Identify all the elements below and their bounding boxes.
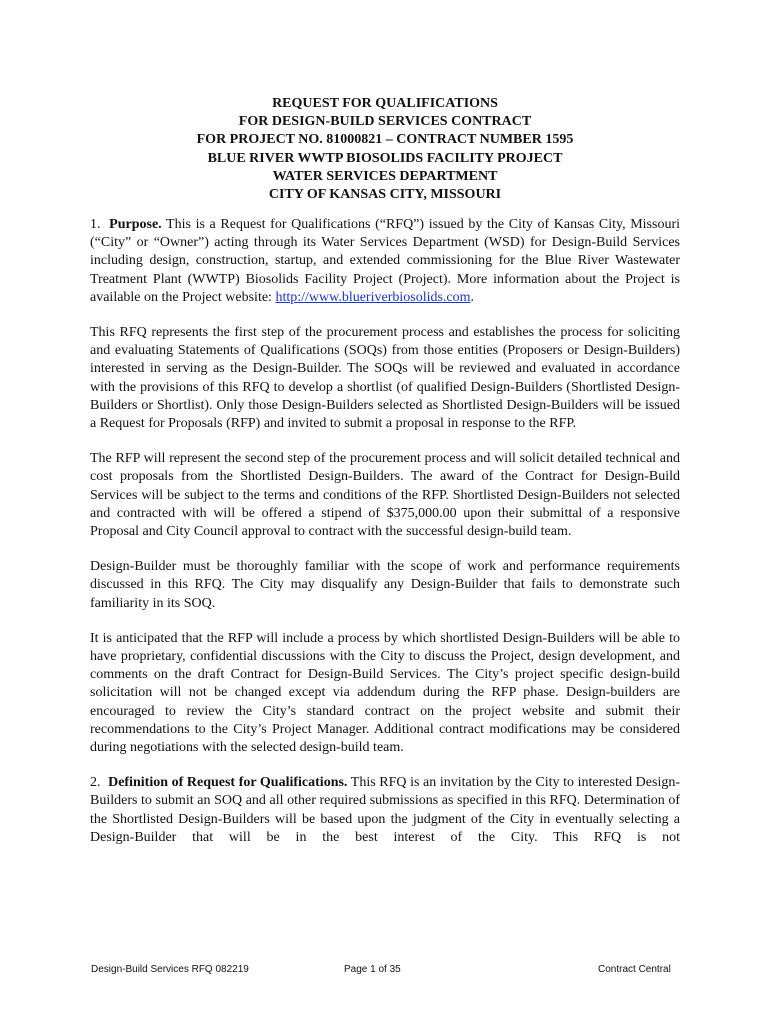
section-1-number: 1. [90, 217, 101, 232]
footer-source: Contract Central [598, 964, 671, 975]
title-line-6: CITY OF KANSAS CITY, MISSOURI [268, 187, 502, 203]
document-title [90, 95, 680, 204]
document-body [90, 216, 680, 864]
title-line-2: FOR DESIGN-BUILD SERVICES CONTRACT [238, 114, 532, 130]
paragraph-familiarity: Design-Builder must be thoroughly familiar with the scope of work and performance requirements discussed in this RFQ. The City may disqualify any Design-Builder that fails to demonstrate such familiarity in its SOQ. [90, 559, 680, 611]
section-2-definition [90, 774, 680, 847]
paragraph-confidential-discussions: It is anticipated that the RFP will include a process by which shortlisted Design-Builders will be able to have proprietary, confidential discussions with the City to discuss the Project, design development, and comments on the draft Contract for Design-Build Services. The City’s project specific design-build solicitation will not be changed except via addendum during the RFP phase. Design-builders are encouraged to review the City’s standard contract on the project website and submit their recommendations to the City’s Project Manager. Additional contract modifications may be considered during negotiations with the selected design-build team. [90, 630, 680, 756]
section-1-purpose [90, 216, 680, 307]
title-line-1: REQUEST FOR QUALIFICATIONS [272, 96, 498, 111]
section-1-heading: Purpose. [109, 217, 162, 232]
title-line-3: FOR PROJECT NO. 81000821 – CONTRACT NUMBER 1595 [196, 132, 574, 148]
footer-page-number: Page 1 of 35 [344, 964, 401, 975]
project-website-link[interactable]: http://www.blueriverbiosolids.com [275, 289, 471, 305]
paragraph-procurement-second-step: The RFP will represent the second step of the procurement process and will solicit detailed technical and cost proposals from the Shortlisted Design-Builders. The award of the Contract for Design-Build Services will be subject to the terms and conditions of the RFP. Shortlisted Design-Builders not selected and contracted with will be offered a stipend of $375,000.00 upon their submittal of a responsive Proposal and City Council approval to contract with the successful design-build team. [90, 451, 680, 540]
section-1-text: This is a Request for Qualifications (“RFQ”) issued by the City of Kansas City, Missouri (“City” or “Owner”) acting through its Water Services Department (WSD) for Design-Build Services including design, construction, startup, and extended commissioning for the Blue River Wastewater Treatment Plant (WWTP) Biosolids Facility Project (Project). More information about the Project is available on the Project website: [90, 217, 681, 305]
paragraph-procurement-first-step: This RFQ represents the first step of the procurement process and establishes the process for soliciting and evaluating Statements of Qualifications (SOQs) from those entities (Proposers or Design-Builders) interested in serving as the Design-Builder. The SOQs will be reviewed and evaluated in accordance with the provisions of this RFQ to develop a shortlist (of qualified Design-Builders (Shortlisted Design-Builders or Shortlist). Only those Design-Builders selected as Shortlisted Design-Builders will be issued a Request for Proposals (RFP) and invited to submit a proposal in response to the RFP. [90, 325, 680, 432]
section-1-text-end: . [470, 289, 475, 305]
section-2-text: This RFQ is an invitation by the City to interested Design-Builders to submit an SOQ and all other required submissions as specified in this RFQ. Determination of the Shortlisted Design-Builders will be based upon the judgment of the City in eventually selecting a Design-Builder that will be in the best interest of the City. This RFQ is not [90, 775, 680, 845]
section-2-number: 2. [90, 775, 101, 791]
title-line-5: WATER SERVICES DEPARTMENT [272, 168, 498, 184]
page-footer [0, 964, 770, 980]
section-2-heading: Definition of Request for Qualifications. [108, 775, 348, 791]
title-line-4: BLUE RIVER WWTP BIOSOLIDS FACILITY PROJECT [207, 150, 563, 166]
footer-document-id: Design-Build Services RFQ 082219 [91, 964, 249, 975]
